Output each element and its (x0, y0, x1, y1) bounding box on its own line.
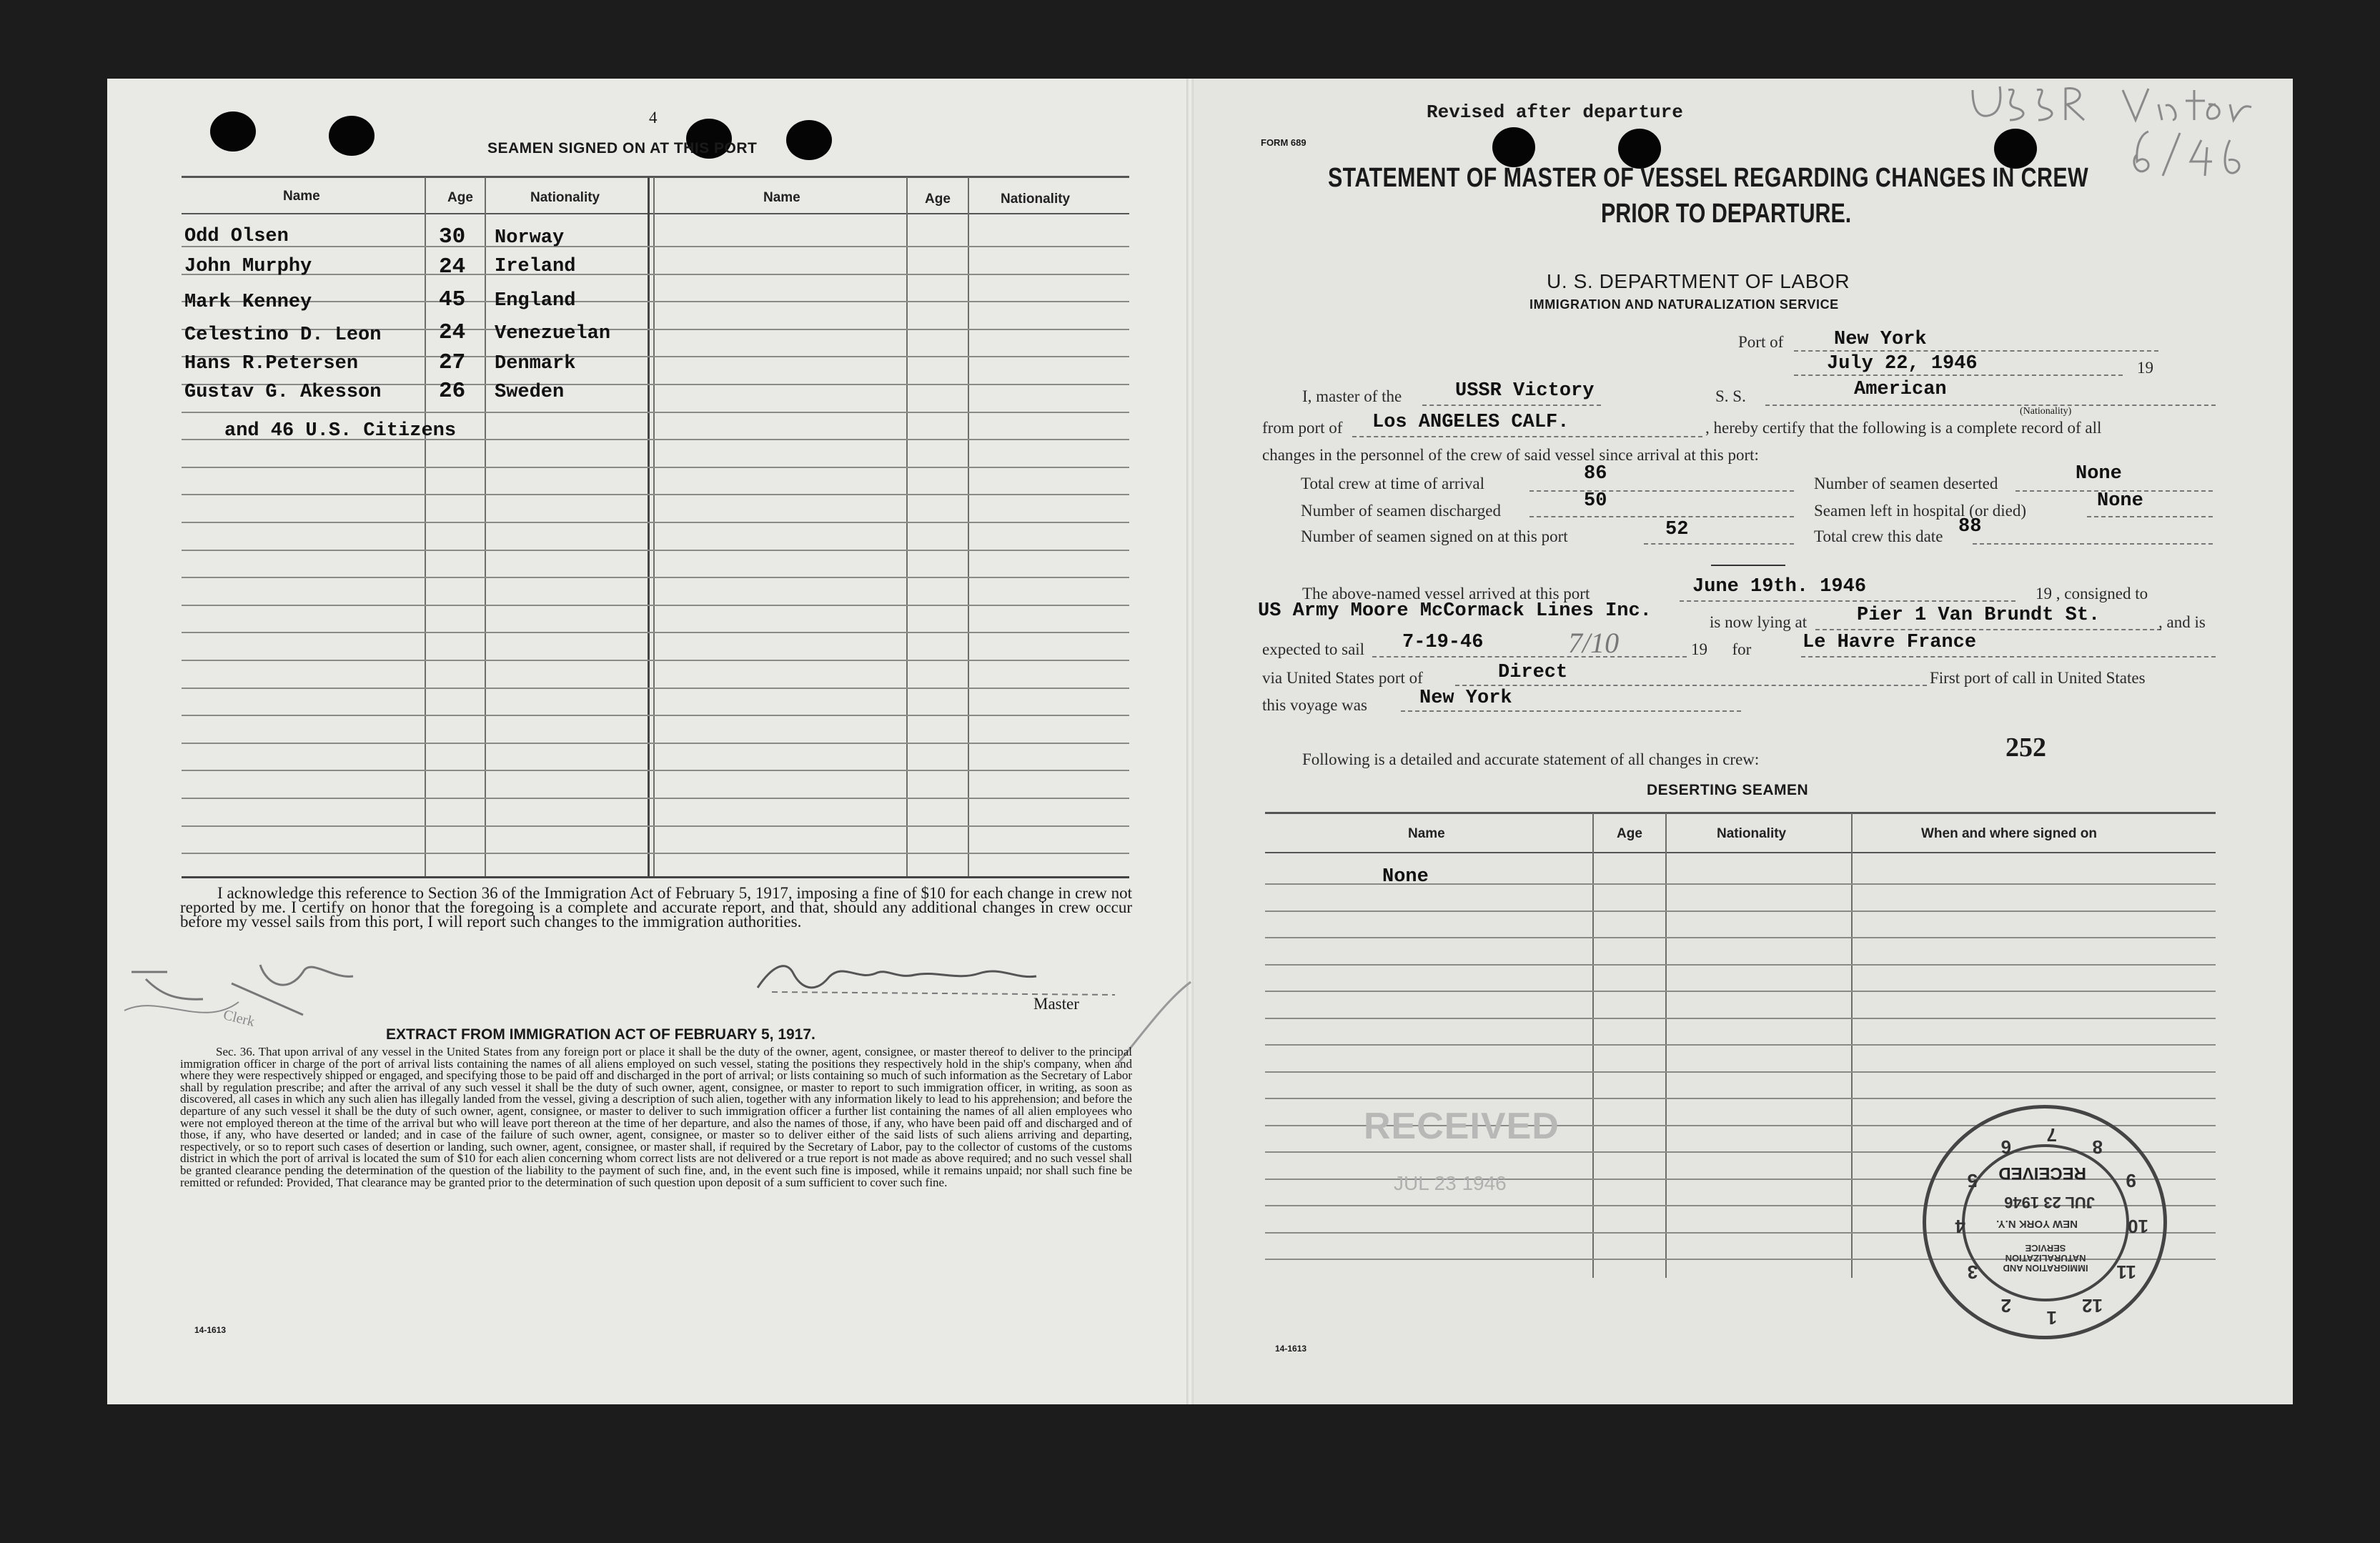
voyage-label: this voyage was (1262, 696, 1367, 714)
seaman-age: 30 (439, 224, 466, 249)
and-is-label: , and is (2158, 613, 2206, 631)
certify-text: , hereby certify that the following is a complete record of all (1705, 419, 2102, 437)
table-rule (1265, 937, 2216, 938)
col-header-nationality: Nationality (1001, 192, 1071, 207)
date-value: July 22, 1946 (1827, 353, 1978, 374)
section-title: SEAMEN SIGNED ON AT THIS PORT (487, 140, 758, 157)
via-value: Direct (1498, 662, 1568, 683)
table-rule (1265, 1071, 2216, 1073)
total-crew-date-value: 88 (1958, 516, 1982, 537)
first-port-label: First port of call in United States (1930, 669, 2146, 687)
col-header-age: Age (925, 192, 951, 207)
round-stamp-digit: 5 (1967, 1170, 1978, 1191)
page-fold (1186, 79, 1194, 1404)
citizens-note: and 46 U.S. Citizens (224, 420, 457, 442)
table-rule (182, 605, 1129, 606)
acknowledgement-text: I acknowledge this reference to Section 36 of the Immigration Act of February 5, 1917, imposing a fine of $10 for each change in crew not reported by me. I certify on honor that the foregoing is a complete and accurate report, and that, should any additional changes in crew occur before my vessel sails from this port, I will report such changes to the immigration authorities. (180, 884, 1132, 931)
hospital-label: Seamen left in hospital (or died) (1814, 502, 2027, 520)
clerk-scribble (117, 951, 396, 1043)
year-suffix: 19 (2137, 359, 2153, 377)
from-port-value: Los ANGELES CALF. (1372, 412, 1570, 433)
seaman-name: Gustav G. Akesson (184, 382, 382, 403)
seaman-name: Hans R.Petersen (184, 353, 359, 374)
arrived-value: June 19th. 1946 (1692, 576, 1867, 597)
punch-hole (1492, 127, 1535, 167)
seaman-name: Odd Olsen (184, 226, 289, 247)
seaman-nationality: Sweden (495, 382, 565, 403)
table-rule (1265, 1018, 2216, 1019)
discharged-label: Number of seamen discharged (1301, 502, 1501, 520)
table-rule (182, 715, 1129, 716)
revised-note: Revised after departure (1427, 101, 1683, 123)
round-stamp-digit: 11 (2116, 1261, 2136, 1283)
total-crew-arrival-label: Total crew at time of arrival (1301, 475, 1485, 492)
changes-text: changes in the personnel of the crew of said vessel since arrival at this port: (1262, 446, 1759, 464)
round-stamp-received: RECEIVED (1998, 1164, 2086, 1183)
seaman-name: Celestino D. Leon (184, 324, 382, 346)
table-rule (182, 412, 1129, 413)
consignee-value: US Army Moore McCormack Lines Inc. (1258, 600, 1652, 622)
table-rule (182, 688, 1129, 689)
table-rule (182, 743, 1129, 744)
round-stamp-digit: 6 (2000, 1136, 2011, 1159)
total-crew-date-label: Total crew this date (1814, 527, 1943, 545)
seaman-age: 24 (439, 320, 466, 345)
extract-text: Sec. 36. That upon arrival of any vessel in the United States from any foreign port or place it shall be the duty of the owner, agent, consignee, or master thereof to deliver to the principal immigration officer in charge of the port of arrival lists containing the names of all aliens employed on such vessel, stating the positions they respectively hold in the ship's company, when and where they were respectively shipped or engaged, and specifying those to be paid off and discharged in the port of arrival; or lists containing so much of such information as the Secretary of Labor shall by regulation prescribe; and after the arrival of any such vessel it shall be the duty of such owner, agent, consignee, or master to report to such immigration officer, in writing, as soon as discovered, all cases in which any such alien has illegally landed from the vessel, giving a description of such alien, together with any information likely to lead to his apprehension; and before the departure of any such vessel it shall be the duty of such owner, agent, consignee, or master to deliver to such immigration officer a further list containing the names of all alien employees who were not employed thereon at the time of the arrival but who will leave port thereon at the time of her departure, and also the names of those, if any, who have been paid off and discharged and of those, if any, who have deserted or landed; and in case of the failure of such owner, agent, consignee, or master so to deliver either of the said lists of such aliens arriving and departing, respectively, or so to report such cases of desertion or landing, such owner, agent, consignee, or master shall, if required by the Secretary of Labor, pay to the collector of customs of the customs district in which the port of arrival is located the sum of $10 for each alien concerning whom correct lists are not delivered or a true report is not made as above required; and no such vessel shall be granted clearance pending the determination of the question of the liability to the payment of such fine, and, in the event such fine is imposed, while it remains unpaid; nor shall such fine be remitted or refunded: Provided, That clearance may be granted prior to the determination of such question upon deposit of a sum sufficient to cover such fine. (180, 1045, 1132, 1189)
seaman-age: 27 (439, 350, 466, 375)
sail-label: expected to sail (1262, 640, 1365, 658)
seaman-age: 26 (439, 379, 466, 404)
following-text: Following is a detailed and accurate statement of all changes in crew: (1302, 750, 1760, 768)
round-stamp-digit: 12 (2082, 1294, 2103, 1316)
punch-hole (210, 111, 256, 152)
table-rule (1265, 991, 2216, 992)
left-page (107, 79, 1192, 1404)
seaman-nationality: Norway (495, 227, 565, 249)
table-rule (182, 494, 1129, 495)
received-stamp: RECEIVED (1364, 1106, 1560, 1147)
round-stamp-digit: 2 (2000, 1294, 2011, 1316)
page-stamp-number: 252 (2005, 733, 2046, 763)
table-rule (182, 522, 1129, 523)
table-rule (182, 301, 1129, 302)
table-rule (182, 853, 1129, 854)
discharged-value: 50 (1584, 490, 1607, 512)
received-stamp-date: JUL 23 1946 (1394, 1172, 1507, 1194)
for-label: 19 for (1691, 640, 1752, 658)
clerk-label: Clerk (222, 1006, 257, 1031)
table-rule (182, 632, 1129, 633)
seaman-name: John Murphy (184, 256, 312, 277)
round-stamp-digit: 4 (1955, 1216, 1965, 1237)
table-rule (182, 246, 1129, 247)
seaman-nationality: Ireland (495, 256, 576, 277)
punch-hole (329, 116, 375, 156)
voyage-value: New York (1419, 688, 1512, 709)
department: U. S. DEPARTMENT OF LABOR (1547, 270, 1850, 292)
deserting-title: DESERTING SEAMEN (1647, 782, 1809, 798)
table-rule (182, 770, 1129, 771)
round-stamp-city: NEW YORK N.Y. (1996, 1218, 2078, 1230)
lying-at-value: Pier 1 Van Brundt St. (1857, 605, 2101, 626)
port-of-label: Port of (1738, 333, 1784, 351)
master-of-label: I, master of the (1302, 387, 1402, 405)
round-stamp-date: JUL 23 1946 (2004, 1194, 2095, 1211)
punch-hole (786, 120, 832, 160)
consigned-label: 19 , consigned to (2036, 585, 2148, 602)
round-stamp-org: IMMIGRATION AND NATURALIZATION SERVICE (2003, 1243, 2088, 1274)
total-crew-arrival-value: 86 (1584, 463, 1607, 485)
table-rule (182, 577, 1129, 578)
signed-on-value: 52 (1665, 519, 1689, 540)
col-header-age: Age (1617, 826, 1642, 841)
extract-title: EXTRACT FROM IMMIGRATION ACT OF FEBRUARY 5, 1917. (386, 1026, 815, 1043)
deserted-value: None (2076, 463, 2122, 485)
table-rule (182, 550, 1129, 551)
page-number: 4 (649, 109, 658, 126)
table-bottom-rule (182, 876, 1129, 878)
col-header-signed-on: When and where signed on (1921, 826, 2097, 841)
col-header-name: Name (763, 190, 800, 205)
deserter-name: None (1382, 866, 1429, 888)
seaman-age: 24 (439, 254, 466, 279)
lying-label: is now lying at (1710, 613, 1808, 631)
nationality-value: American (1854, 379, 1947, 400)
master-label: Master (1033, 995, 1079, 1013)
destination-value: Le Havre France (1803, 632, 1977, 653)
from-port-label: from port of (1262, 419, 1343, 437)
nationality-caption: (Nationality) (2020, 406, 2072, 417)
round-stamp-digit: 8 (2092, 1136, 2103, 1159)
divider (1711, 565, 1785, 566)
signed-on-label: Number of seamen signed on at this port (1301, 527, 1568, 545)
seaman-nationality: Denmark (495, 353, 576, 374)
title-line-1: STATEMENT OF MASTER OF VESSEL REGARDING CHANGES IN CREW (1328, 163, 2089, 193)
col-header-nationality: Nationality (530, 190, 600, 205)
round-stamp-digit: 1 (2046, 1307, 2057, 1329)
round-stamp-digit: 3 (1967, 1261, 1978, 1283)
port-of-value: New York (1834, 329, 1927, 350)
title-line-2: PRIOR TO DEPARTURE. (1601, 199, 1852, 229)
sail-date: 7-19-46 (1402, 632, 1484, 653)
seaman-nationality: Venezuelan (495, 323, 611, 344)
via-label: via United States port of (1262, 669, 1423, 687)
service: IMMIGRATION AND NATURALIZATION SERVICE (1529, 297, 1839, 312)
table-rule (182, 274, 1129, 275)
arrived-label: The above-named vessel arrived at this port (1302, 585, 1590, 602)
round-received-stamp (1923, 1105, 2167, 1339)
table-rule (1265, 911, 2216, 912)
sail-handwritten: 7/10 (1568, 627, 1620, 659)
round-stamp-digit: 7 (2046, 1124, 2057, 1146)
col-header-nationality: Nationality (1717, 826, 1787, 841)
table-rule (182, 660, 1129, 661)
table-rule (182, 825, 1129, 827)
form-number: FORM 689 (1261, 137, 1306, 148)
seaman-nationality: England (495, 290, 576, 312)
col-header-name: Name (1408, 826, 1445, 841)
table-rule (1265, 1098, 2216, 1099)
table-rule (182, 798, 1129, 799)
hospital-value: None (2097, 490, 2143, 512)
ss-label: S. S. (1715, 387, 1746, 405)
table-rule (1265, 1044, 2216, 1046)
seaman-age: 45 (439, 287, 466, 312)
vessel-name: USSR Victory (1455, 380, 1595, 402)
deserted-label: Number of seamen deserted (1814, 475, 1998, 492)
seaman-name: Mark Kenney (184, 292, 312, 313)
round-stamp-digit: 9 (2126, 1170, 2136, 1191)
form-code: 14-1613 (194, 1325, 227, 1335)
col-header-name: Name (283, 189, 320, 204)
round-stamp-digit: 10 (2128, 1216, 2148, 1237)
master-signature (743, 945, 1144, 1002)
table-rule (182, 467, 1129, 468)
col-header-age: Age (447, 190, 473, 205)
table-rule (1265, 964, 2216, 966)
form-code: 14-1613 (1275, 1344, 1307, 1354)
